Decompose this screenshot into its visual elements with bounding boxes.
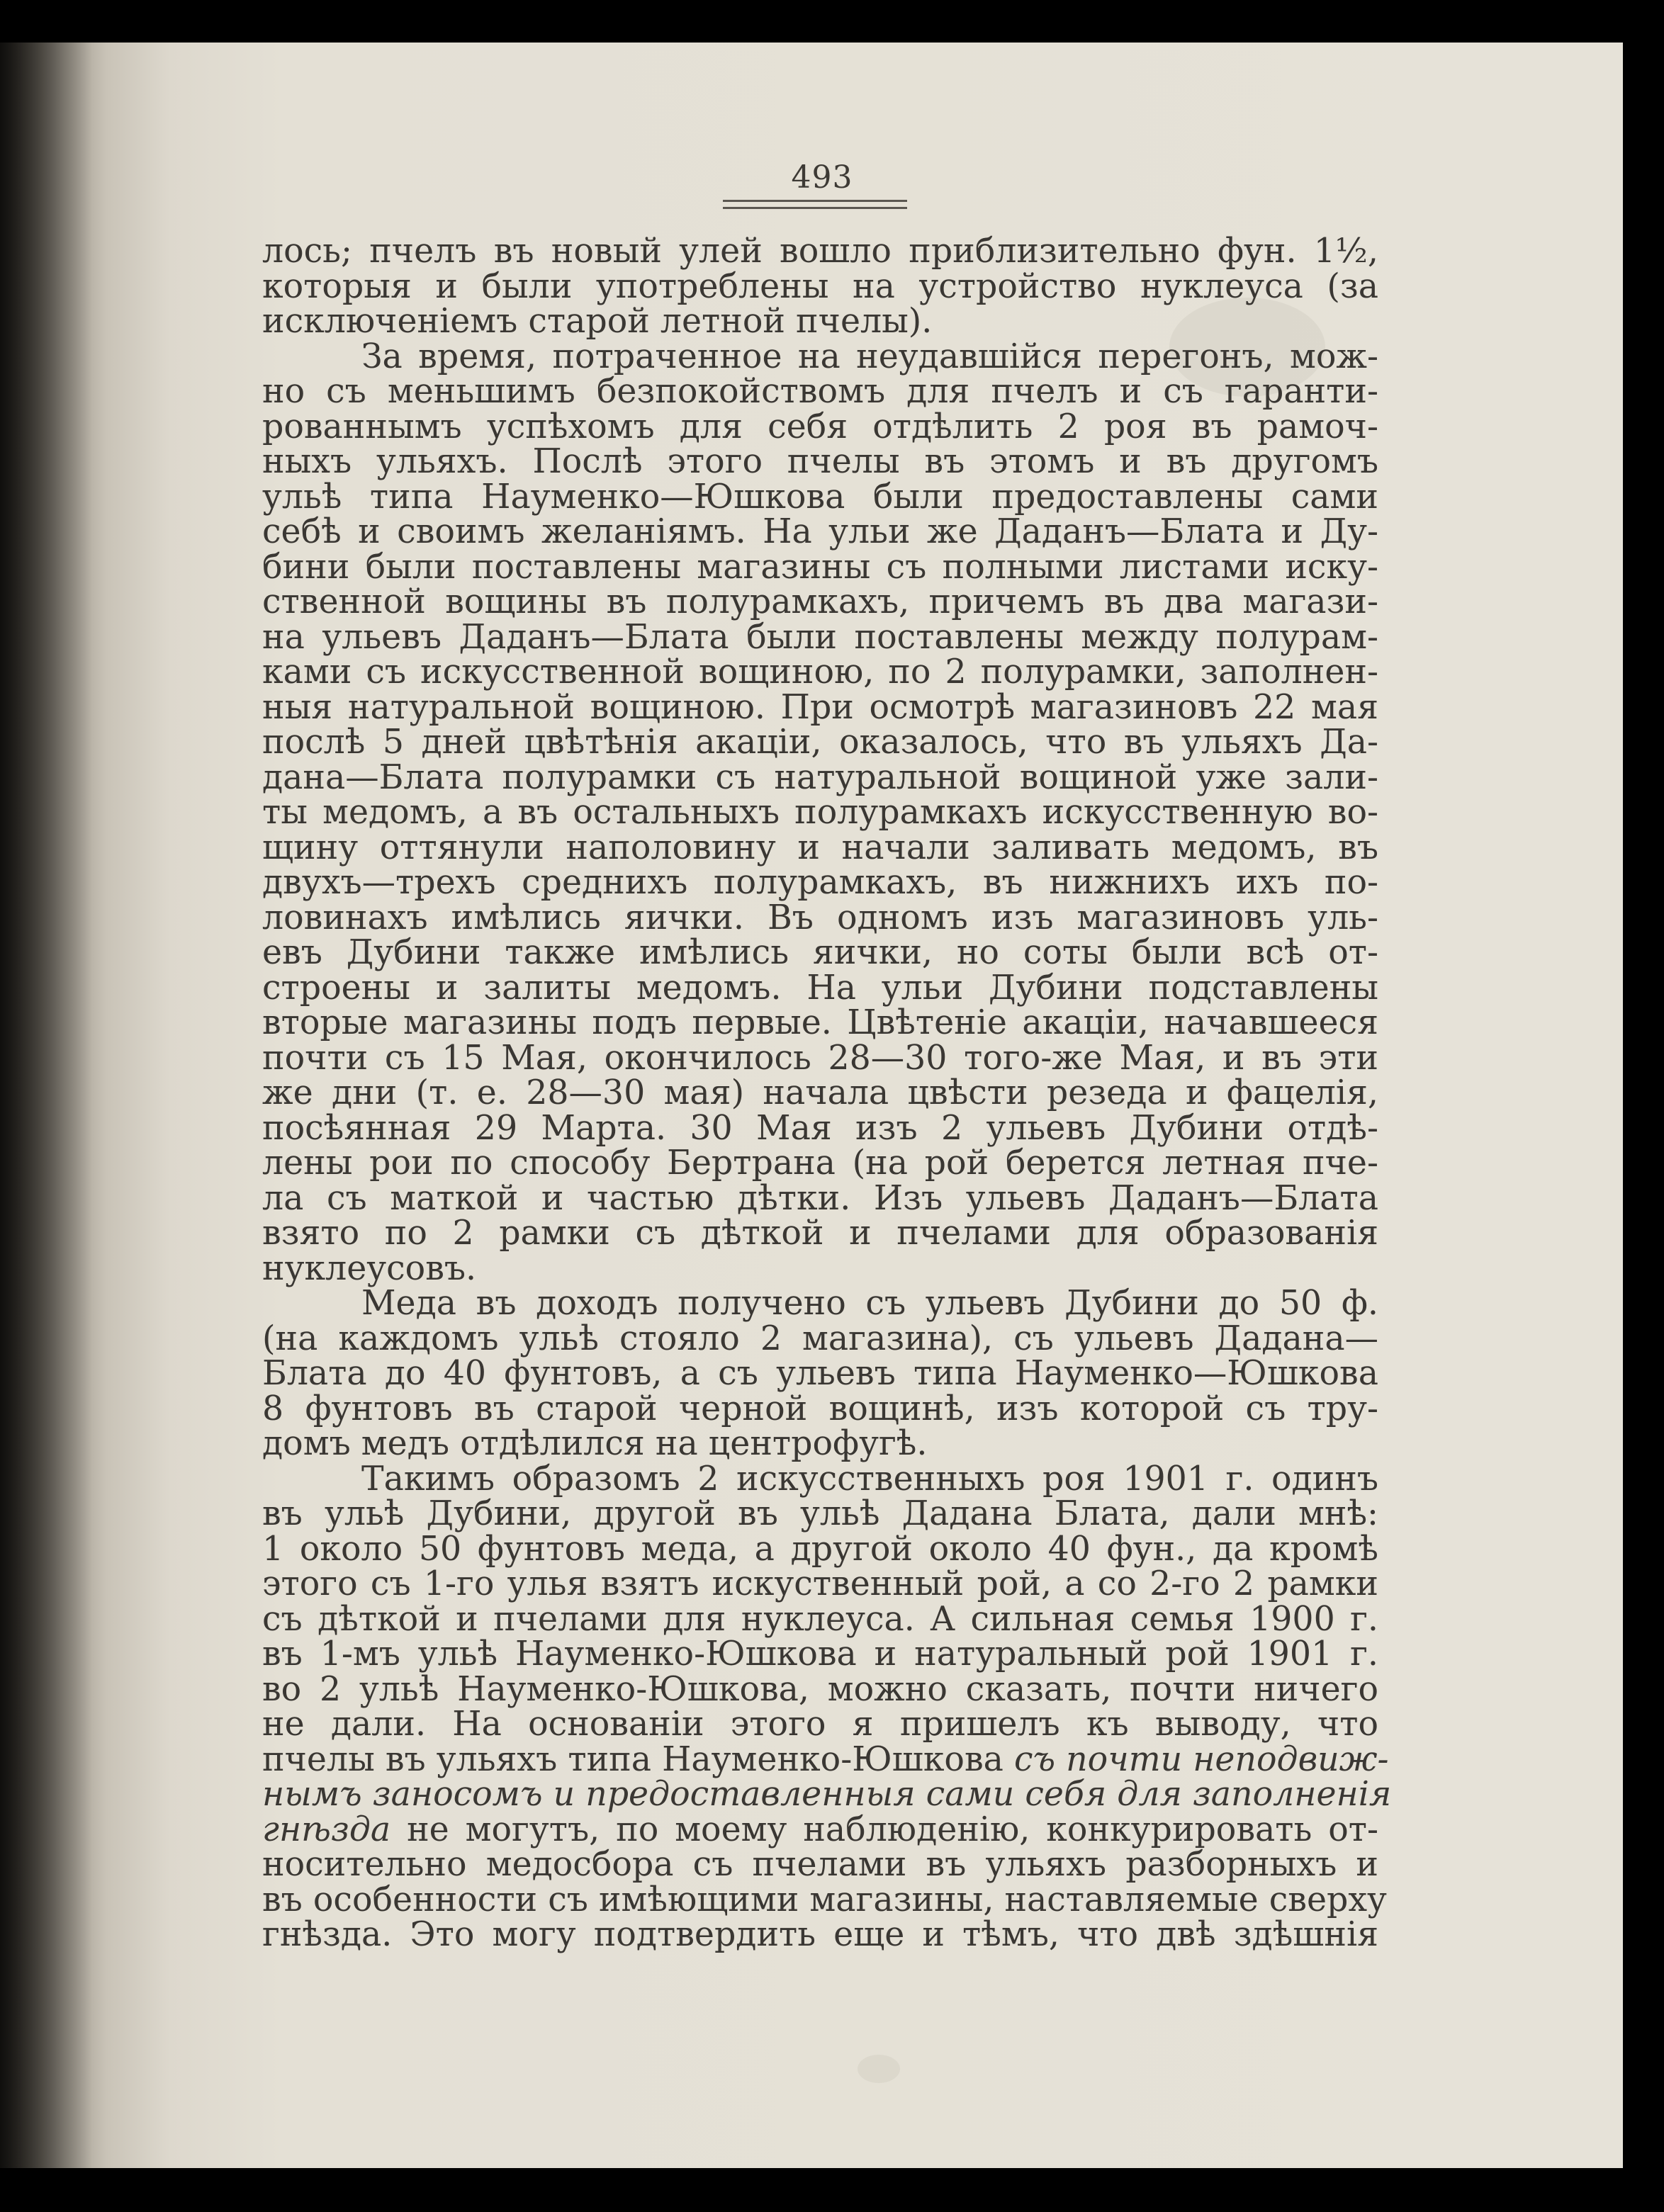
text-line: бини были поставлены магазины съ полными листами иску- bbox=[262, 547, 1378, 587]
page-number: 493 bbox=[791, 159, 853, 196]
text-line: въ 1-мъ ульѣ Науменко-Юшкова и натуральный рой 1901 г. bbox=[262, 1635, 1378, 1674]
text-line: посѣянная 29 Марта. 30 Мая изъ 2 ульевъ Дубини отдѣ- bbox=[262, 1108, 1378, 1148]
text-line: домъ медъ отдѣлился на центрофугѣ. bbox=[262, 1424, 928, 1463]
text-line: строены и залиты медомъ. На ульи Дубини подставлены bbox=[262, 968, 1378, 1008]
text-line: носительно медосбора съ пчелами въ ульяхъ разборныхъ и bbox=[262, 1845, 1378, 1884]
text-line: вторые магазины подъ первые. Цвѣтеніе акаціи, начавшееся bbox=[262, 1003, 1378, 1042]
body-text bbox=[262, 232, 1392, 1954]
page-number-rule bbox=[723, 207, 907, 209]
text-line: дана—Блата полурамки съ натуральной вощиной уже зали- bbox=[262, 757, 1378, 797]
text-line: которыя и были употреблены на устройство нуклеуса (за bbox=[262, 266, 1378, 306]
text-line: этого съ 1-го улья взятъ искуственный рой, а со 2-го 2 рамки bbox=[262, 1564, 1378, 1603]
text-line: на ульевъ Даданъ—Блата были поставлены между полурам- bbox=[262, 617, 1378, 657]
text-line: Такимъ образомъ 2 искусственныхъ роя 1901 г. одинъ bbox=[361, 1459, 1378, 1499]
text-line: ловинахъ имѣлись яички. Въ одномъ изъ магазиновъ уль- bbox=[262, 898, 1378, 937]
text-line: (на каждомъ ульѣ стояло 2 магазина), съ ульевъ Дадана— bbox=[262, 1319, 1378, 1358]
text-line: 8 фунтовъ въ старой черной вощинѣ, изъ которой съ тру- bbox=[262, 1389, 1378, 1428]
text-line: ныя натуральной вощиною. При осмотрѣ магазиновъ 22 мая bbox=[262, 687, 1378, 727]
text-line: евъ Дубини также имѣлись яички, но соты были всѣ от- bbox=[262, 933, 1378, 972]
text-line: почти съ 15 Мая, окончилось 28—30 того-же Мая, и въ эти bbox=[262, 1038, 1378, 1078]
text-line: въ ульѣ Дубини, другой въ ульѣ Дадана Блата, дали мнѣ: bbox=[262, 1494, 1378, 1533]
italic-fragment: гнѣзда bbox=[262, 1810, 391, 1849]
text-fragment: не могутъ, по моему наблюденію, конкурировать от- bbox=[390, 1810, 1378, 1849]
text-line: двухъ—трехъ среднихъ полурамкахъ, въ нижнихъ ихъ по- bbox=[262, 863, 1378, 902]
text-line: ульѣ типа Науменко—Юшкова были предоставлены сами bbox=[262, 477, 1378, 517]
text-line: Меда въ доходъ получено съ ульевъ Дубини до 50 ф. bbox=[361, 1284, 1378, 1323]
text-line: ственной вощины въ полурамкахъ, причемъ въ два магази- bbox=[262, 582, 1378, 621]
text-line: но съ меньшимъ безпокойствомъ для пчелъ и съ гаранти- bbox=[262, 372, 1378, 411]
text-line: себѣ и своимъ желаніямъ. На ульи же Даданъ—Блата и Ду- bbox=[262, 512, 1378, 551]
text-line: ками съ искусственной вощиною, по 2 полурамки, заполнен- bbox=[262, 653, 1378, 692]
text-line: послѣ 5 дней цвѣтѣнія акаціи, оказалось, что въ ульяхъ Да- bbox=[262, 723, 1378, 762]
text-line: исключеніемъ старой летной пчелы). bbox=[262, 302, 933, 341]
text-line: лось; пчелъ въ новый улей вошло приблизительно фун. 1½, bbox=[262, 232, 1378, 271]
text-line: взято по 2 рамки съ дѣткой и пчелами для образованія bbox=[262, 1214, 1378, 1253]
text-line: съ дѣткой и пчелами для нуклеуса. А сильная семья 1900 г. bbox=[262, 1599, 1378, 1639]
text-line: нымъ заносомъ и предоставленныя сами себя для заполненія bbox=[262, 1775, 1392, 1814]
text-line: не дали. На основаніи этого я пришелъ къ выводу, что bbox=[262, 1705, 1378, 1744]
text-line: лены рои по способу Бертрана (на рой берется летная пче- bbox=[262, 1144, 1378, 1183]
text-line: же дни (т. е. 28—30 мая) начала цвѣсти резеда и фацелія, bbox=[262, 1073, 1378, 1112]
text-fragment: пчелы въ ульяхъ типа Науменко-Юшкова bbox=[262, 1739, 1014, 1779]
text-line: гнѣзда. Это могу подтвердить еще и тѣмъ, что двѣ здѣшнія bbox=[262, 1915, 1378, 1954]
text-line: нуклеусовъ. bbox=[262, 1248, 477, 1288]
text-line: ты медомъ, а въ остальныхъ полурамкахъ искусственную во- bbox=[262, 793, 1378, 832]
binding-shadow bbox=[0, 43, 92, 2168]
text-line: За время, потраченное на неудавшійся перегонъ, мож- bbox=[361, 337, 1378, 376]
text-line bbox=[262, 1812, 1378, 1848]
text-line: рованнымъ успѣхомъ для себя отдѣлить 2 роя въ рамоч- bbox=[262, 407, 1378, 446]
text-line: въ особенности съ имѣющими магазины, наставляемые сверху bbox=[262, 1880, 1387, 1919]
page-number-rule bbox=[723, 200, 907, 202]
paper-stain bbox=[858, 2055, 900, 2083]
text-line: щину оттянули наполовину и начали заливать медомъ, въ bbox=[262, 828, 1378, 867]
italic-fragment: съ почти неподвиж- bbox=[1013, 1739, 1389, 1779]
text-line: во 2 ульѣ Науменко-Юшкова, можно сказать, почти ничего bbox=[262, 1669, 1378, 1709]
text-line: ла съ маткой и частью дѣтки. Изъ ульевъ Даданъ—Блата bbox=[262, 1178, 1378, 1218]
text-line: 1 около 50 фунтовъ меда, а другой около 40 фун., да кромѣ bbox=[262, 1529, 1378, 1569]
text-line: ныхъ ульяхъ. Послѣ этого пчелы въ этомъ и въ другомъ bbox=[262, 442, 1378, 481]
text-line: Блата до 40 фунтовъ, а съ ульевъ типа Науменко—Юшкова bbox=[262, 1354, 1378, 1393]
text-line bbox=[262, 1739, 1389, 1779]
